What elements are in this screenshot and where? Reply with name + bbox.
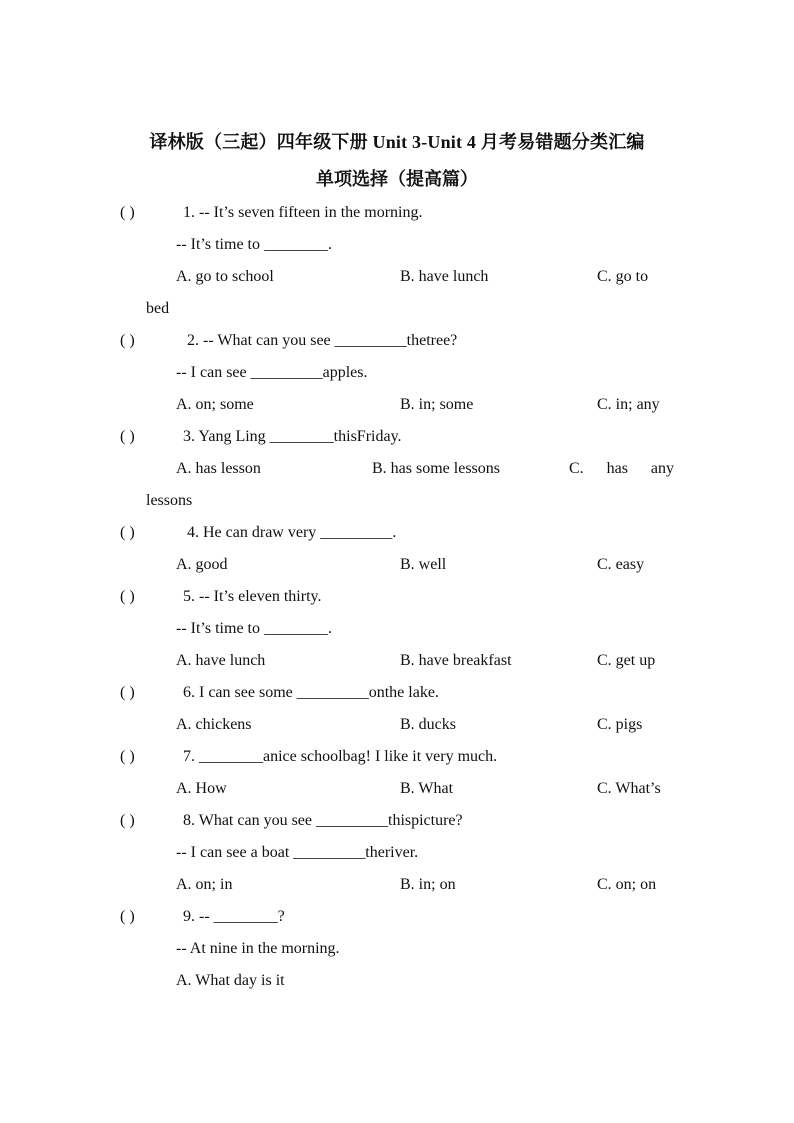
question-3-options <box>0 453 794 485</box>
option-a: A. good <box>176 556 228 573</box>
question-5 <box>0 581 794 613</box>
section-title: 单项选择（提高篇） <box>316 169 478 189</box>
question-9 <box>0 901 794 933</box>
answer-blank: ( ) <box>120 332 135 349</box>
question-stem: 4. He can draw very _________. <box>187 524 397 541</box>
option-c-continued: lessons <box>146 492 193 509</box>
option-b: B. has some lessons <box>372 460 500 477</box>
dialogue-line: -- At nine in the morning. <box>176 940 340 957</box>
question-8 <box>0 805 794 837</box>
question-8-line2 <box>0 837 794 869</box>
dialogue-line: -- I can see _________apples. <box>176 364 368 381</box>
question-6 <box>0 677 794 709</box>
question-stem: 5. -- It’s eleven thirty. <box>183 588 322 605</box>
question-stem: 9. -- ________? <box>183 908 285 925</box>
option-c-word-1: has <box>606 460 628 477</box>
answer-blank: ( ) <box>120 524 135 541</box>
option-c-continued: bed <box>146 300 170 317</box>
option-b: B. well <box>400 556 447 573</box>
answer-blank: ( ) <box>120 748 135 765</box>
question-3 <box>0 421 794 453</box>
question-list <box>0 197 794 997</box>
option-c: C. pigs <box>597 716 643 733</box>
option-c <box>569 453 674 485</box>
question-stem: 2. -- What can you see _________thetree? <box>187 332 458 349</box>
option-c: C. easy <box>597 556 645 573</box>
question-4-options <box>0 549 794 581</box>
question-1-options-cont <box>0 293 794 325</box>
question-1 <box>0 197 794 229</box>
dialogue-line: -- It’s time to ________. <box>176 620 332 637</box>
option-a: A. chickens <box>176 716 252 733</box>
option-a: A. have lunch <box>176 652 266 669</box>
question-7-options <box>0 773 794 805</box>
option-b: B. in; some <box>400 396 474 413</box>
option-c-word-2: any <box>650 460 674 477</box>
question-5-line2 <box>0 613 794 645</box>
question-9-options <box>0 965 794 997</box>
answer-blank: ( ) <box>120 428 135 445</box>
option-a: A. go to school <box>176 268 274 285</box>
option-c: C. in; any <box>597 396 660 413</box>
option-c-letter: C. <box>569 460 584 477</box>
question-2-line2 <box>0 357 794 389</box>
option-b: B. ducks <box>400 716 456 733</box>
option-b: B. have breakfast <box>400 652 512 669</box>
question-6-options <box>0 709 794 741</box>
option-b: B. What <box>400 780 454 797</box>
option-a: A. What day is it <box>176 972 285 989</box>
option-c: C. go to <box>597 268 649 285</box>
answer-blank: ( ) <box>120 588 135 605</box>
question-2 <box>0 325 794 357</box>
dialogue-line: -- It’s time to ________. <box>176 236 332 253</box>
question-stem: 3. Yang Ling ________thisFriday. <box>183 428 402 445</box>
option-a: A. How <box>176 780 227 797</box>
option-a: A. on; in <box>176 876 233 893</box>
question-stem: 8. What can you see _________thispicture? <box>183 812 463 829</box>
question-1-line2 <box>0 229 794 261</box>
question-4 <box>0 517 794 549</box>
question-stem: 1. -- It’s seven fifteen in the morning. <box>183 204 423 221</box>
question-stem: 6. I can see some _________onthe lake. <box>183 684 439 701</box>
question-8-options <box>0 869 794 901</box>
question-1-options <box>0 261 794 293</box>
option-a: A. on; some <box>176 396 254 413</box>
option-c: C. get up <box>597 652 656 669</box>
question-7 <box>0 741 794 773</box>
answer-blank: ( ) <box>120 812 135 829</box>
option-b: B. have lunch <box>400 268 489 285</box>
question-2-options <box>0 389 794 421</box>
option-c: C. on; on <box>597 876 657 893</box>
option-a: A. has lesson <box>176 460 261 477</box>
question-stem: 7. ________anice schoolbag! I like it very much. <box>183 748 498 765</box>
question-3-options-cont <box>0 485 794 517</box>
document-title: 译林版（三起）四年级下册 Unit 3-Unit 4 月考易错题分类汇编 <box>149 132 645 152</box>
option-c: C. What’s <box>597 780 661 797</box>
option-b: B. in; on <box>400 876 456 893</box>
answer-blank: ( ) <box>120 204 135 221</box>
question-9-line2 <box>0 933 794 965</box>
question-5-options <box>0 645 794 677</box>
answer-blank: ( ) <box>120 684 135 701</box>
dialogue-line: -- I can see a boat _________theriver. <box>176 844 419 861</box>
answer-blank: ( ) <box>120 908 135 925</box>
